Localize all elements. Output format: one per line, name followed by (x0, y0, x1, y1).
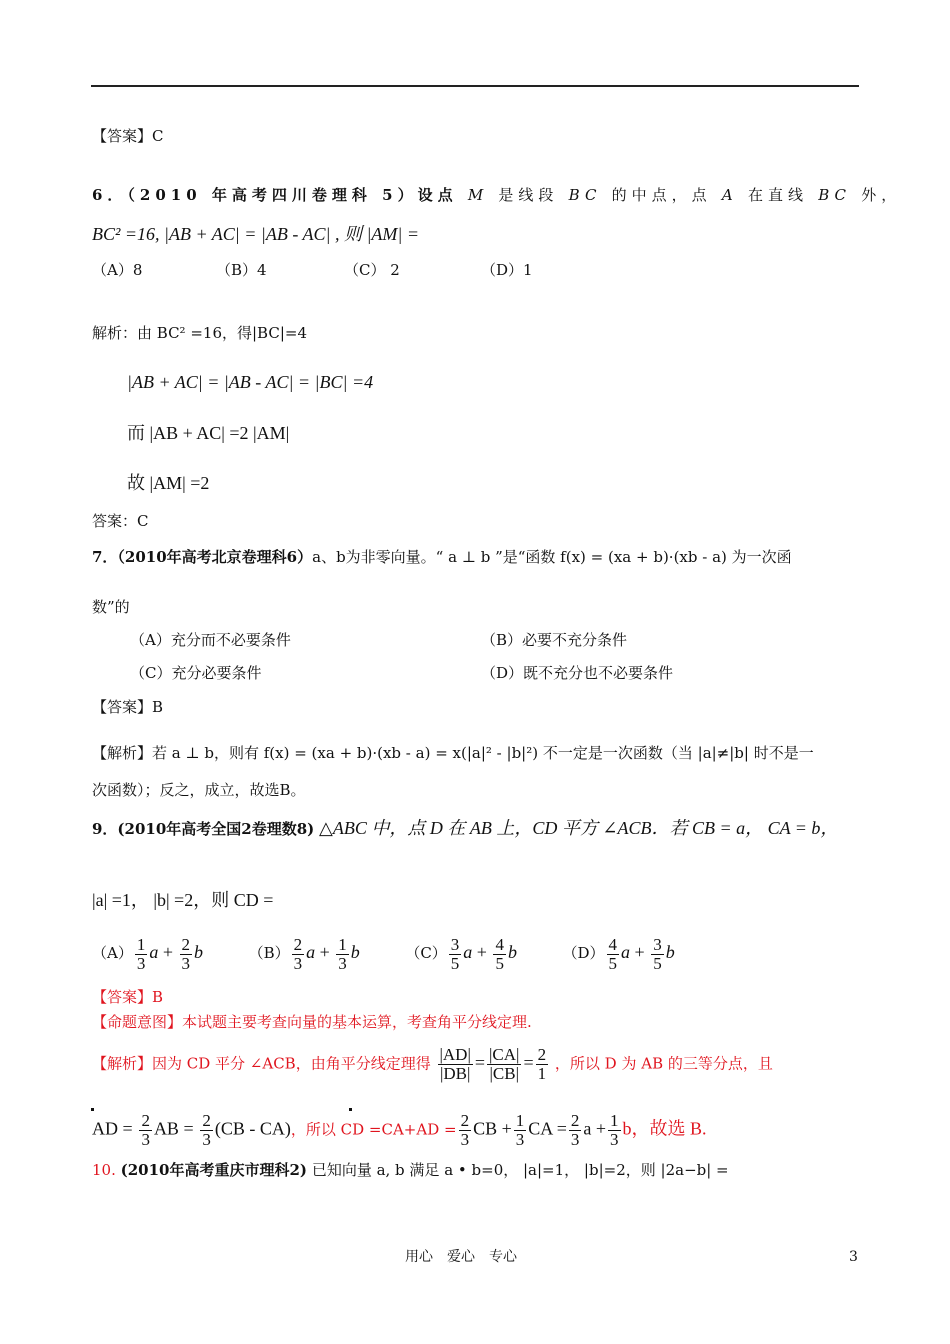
q9-sol-frac-2-1 (536, 1046, 549, 1083)
frac-den: 3 (570, 1129, 580, 1149)
q7-option-c: （C）充分必要条件 (130, 664, 262, 682)
frac-den: 5 (608, 953, 618, 973)
frac-den: 3 (141, 1129, 150, 1149)
frac-den: 1 (537, 1063, 547, 1083)
frac-num: 4 (495, 935, 504, 954)
q6-mid1: 是线段 (498, 186, 559, 204)
q9-intent: 【命题意图】本试题主要考查向量的基本运算，考查角平分线定理. (92, 1013, 532, 1031)
q6-head: 6．（2010 年高考四川卷理科 5）设点 (92, 186, 458, 204)
q6-option-c: （C） 2 (344, 261, 400, 279)
q6-solution-line1: 解析：由 BC² =16，得|BC|=4 (92, 324, 307, 342)
q6-solution-line3: 而 |AB + AC| =2 |AM| (127, 423, 290, 443)
q9-line2-cb-ca: (CB - CA) (214, 1118, 291, 1139)
q9-solution-text-b: ，所以 D 为 AB 的三等分点，且 (554, 1054, 773, 1073)
q9-option-d (562, 935, 675, 973)
q9-line2-ca: CA = (528, 1118, 567, 1139)
q7-stem-line1 (92, 548, 792, 566)
q6-point-a: A (721, 186, 738, 204)
frac (514, 1112, 527, 1149)
frac-den: 3 (181, 953, 190, 973)
frac (200, 1112, 213, 1149)
frac (608, 1112, 621, 1149)
frac-den: 3 (202, 1129, 211, 1149)
q9-solution-line2 (92, 1112, 707, 1149)
frac-num: 1 (610, 1111, 619, 1130)
q9-option-d-frac1 (607, 936, 620, 973)
frac-den: 3 (515, 1129, 525, 1149)
frac-num: |AD| (439, 1045, 471, 1064)
q9-line2-ab: AB = (153, 1118, 194, 1139)
q9-answer: 【答案】B (92, 988, 164, 1006)
header-rule (91, 85, 859, 87)
q6-line-bc: BC (818, 186, 852, 204)
q7-option-b: （B）必要不充分条件 (481, 631, 628, 649)
q10-stem-text: 已知向量 a, b 满足 a • b=0， |a|=1， |b|=2，则 |2a−b| = (311, 1161, 729, 1179)
frac-den: 5 (495, 953, 504, 973)
vec-a: a (463, 942, 473, 963)
q10-number: 10. (92, 1161, 116, 1179)
q9-option-a (92, 935, 208, 973)
q6-option-a: （A）8 (92, 261, 143, 279)
q6-tail: 外， (861, 186, 902, 204)
plus: + (472, 942, 492, 963)
q9-option-c-label: （C） (405, 944, 447, 963)
q9-option-c-frac2 (493, 936, 506, 973)
q9-line2-ad: AD = (92, 1118, 133, 1139)
vec-a: a (306, 942, 316, 963)
frac-num: 1 (515, 1111, 525, 1130)
frac-den: 5 (653, 953, 662, 973)
vector-mark (91, 1108, 94, 1111)
frac-den: |CB| (489, 1063, 519, 1083)
q9-line2-so-cd: ，所以 CD =CA+AD = (290, 1120, 457, 1139)
vector-mark (349, 1108, 352, 1111)
q6-mid3: 在直线 (748, 186, 809, 204)
frac-den: 3 (610, 1129, 619, 1149)
frac-den: 3 (293, 953, 303, 973)
vec-b: b (665, 942, 675, 963)
frac (569, 1112, 582, 1149)
q9-option-b-label: （B） (248, 944, 290, 963)
q6-answer: 答案：C (92, 512, 149, 530)
frac-num: 2 (181, 935, 190, 954)
q6-solution-line2: |AB + AC| = |AB - AC| = |BC| =4 (127, 372, 374, 392)
frac-den: 3 (136, 953, 146, 973)
frac-num: 4 (608, 935, 618, 954)
frac-num: 1 (338, 935, 347, 954)
frac-num: |CA| (489, 1045, 520, 1064)
q9-option-b (248, 935, 365, 973)
q9-head: 9．(2010年高考全国2卷理数8) (92, 820, 315, 838)
q9-line2-a: a + (583, 1118, 607, 1139)
q10-stem (92, 1161, 729, 1179)
frac-num: 1 (136, 935, 146, 954)
footer-motto: 用心 爱心 专心 (405, 1249, 517, 1265)
q9-option-c-frac1 (449, 936, 462, 973)
frac-num: 2 (141, 1111, 150, 1130)
frac-num: 2 (293, 935, 303, 954)
q7-solution-line1: 【解析】若 a ⊥ b，则有 f(x) = (xa + b)·(xb - a) = x(|a|² - |b|²) 不一定是一次函数（当 |a|≠|b| 时不是一 (92, 744, 814, 762)
frac-num: 2 (570, 1111, 580, 1130)
q9-solution-line1 (92, 1046, 773, 1083)
equals: = (523, 1052, 534, 1073)
q6-condition: BC² =16, |AB + AC| = |AB - AC| , 则 |AM| = (92, 224, 419, 244)
q6-solution-line4: 故 |AM| =2 (127, 473, 210, 493)
q10-head: (2010年高考重庆市理科2) (120, 1161, 308, 1179)
q9-option-b-frac1 (292, 936, 305, 973)
q9-option-d-label: （D） (562, 944, 605, 963)
q9-option-a-frac2 (180, 936, 193, 973)
q9-option-a-label: （A） (92, 944, 133, 963)
plus: + (158, 942, 178, 963)
q6-point-m: M (467, 186, 489, 204)
q9-stem-line1 (92, 818, 838, 840)
page-number: 3 (849, 1249, 858, 1265)
q7-option-a: （A）充分而不必要条件 (130, 631, 291, 649)
frac-num: 3 (653, 935, 662, 954)
q6-stem (92, 186, 901, 204)
q7-head: 7．（2010年高考北京卷理科6） (92, 548, 313, 566)
frac-den: 3 (338, 953, 347, 973)
frac (459, 1112, 472, 1149)
q9-options (92, 936, 675, 973)
frac-num: 2 (460, 1111, 470, 1130)
q7-option-d: （D）既不充分也不必要条件 (481, 664, 674, 682)
q7-stem-line2: 数”的 (92, 598, 130, 616)
answer-label: 【答案】C (92, 127, 164, 145)
q9-solution-text-a: 【解析】因为 CD 平分 ∠ACB，由角平分线定理得 (92, 1054, 431, 1073)
vec-b: b (507, 942, 517, 963)
frac (139, 1112, 152, 1149)
frac-num: 2 (537, 1045, 547, 1064)
frac-den: 5 (450, 953, 460, 973)
plus: + (630, 942, 650, 963)
frac-den: 3 (460, 1129, 470, 1149)
q6-mid2: 的中点，点 (611, 186, 712, 204)
vec-b: b (194, 942, 203, 963)
frac-num: 2 (202, 1111, 211, 1130)
q9-line2-choose-b: b，故选 B. (622, 1118, 707, 1139)
q7-solution-line2: 次函数）；反之，成立，故选B。 (92, 781, 306, 799)
q9-option-d-frac2 (651, 936, 664, 973)
vec-b: b (350, 942, 360, 963)
equals: = (474, 1052, 486, 1073)
frac-num: 3 (450, 935, 460, 954)
q9-option-b-frac2 (336, 936, 349, 973)
q6-segment-bc: BC (568, 186, 602, 204)
q6-option-b: （B）4 (216, 261, 267, 279)
q6-option-d: （D）1 (481, 261, 533, 279)
q9-line2-cb: CB + (473, 1118, 512, 1139)
q9-stem: △ABC 中，点 D 在 AB 上，CD 平方 ∠ACB．若 CB = a， CA = b， (319, 818, 839, 838)
frac-den: |DB| (439, 1063, 471, 1083)
q9-option-a-frac1 (135, 936, 148, 973)
q7-answer: 【答案】B (92, 698, 164, 716)
q9-condition: |a| =1， |b| =2，则 CD = (92, 890, 274, 910)
plus: + (315, 942, 335, 963)
q9-option-c (405, 935, 521, 973)
vec-a: a (149, 942, 159, 963)
q9-sol-frac-ca-cb (487, 1046, 521, 1083)
q9-sol-frac-ad-db (438, 1046, 473, 1083)
vec-a: a (621, 942, 631, 963)
q7-stem: a、b为非零向量。“ a ⊥ b ”是“函数 f(x) = (xa + b)·(xb - a) 为一次函 (312, 548, 792, 566)
